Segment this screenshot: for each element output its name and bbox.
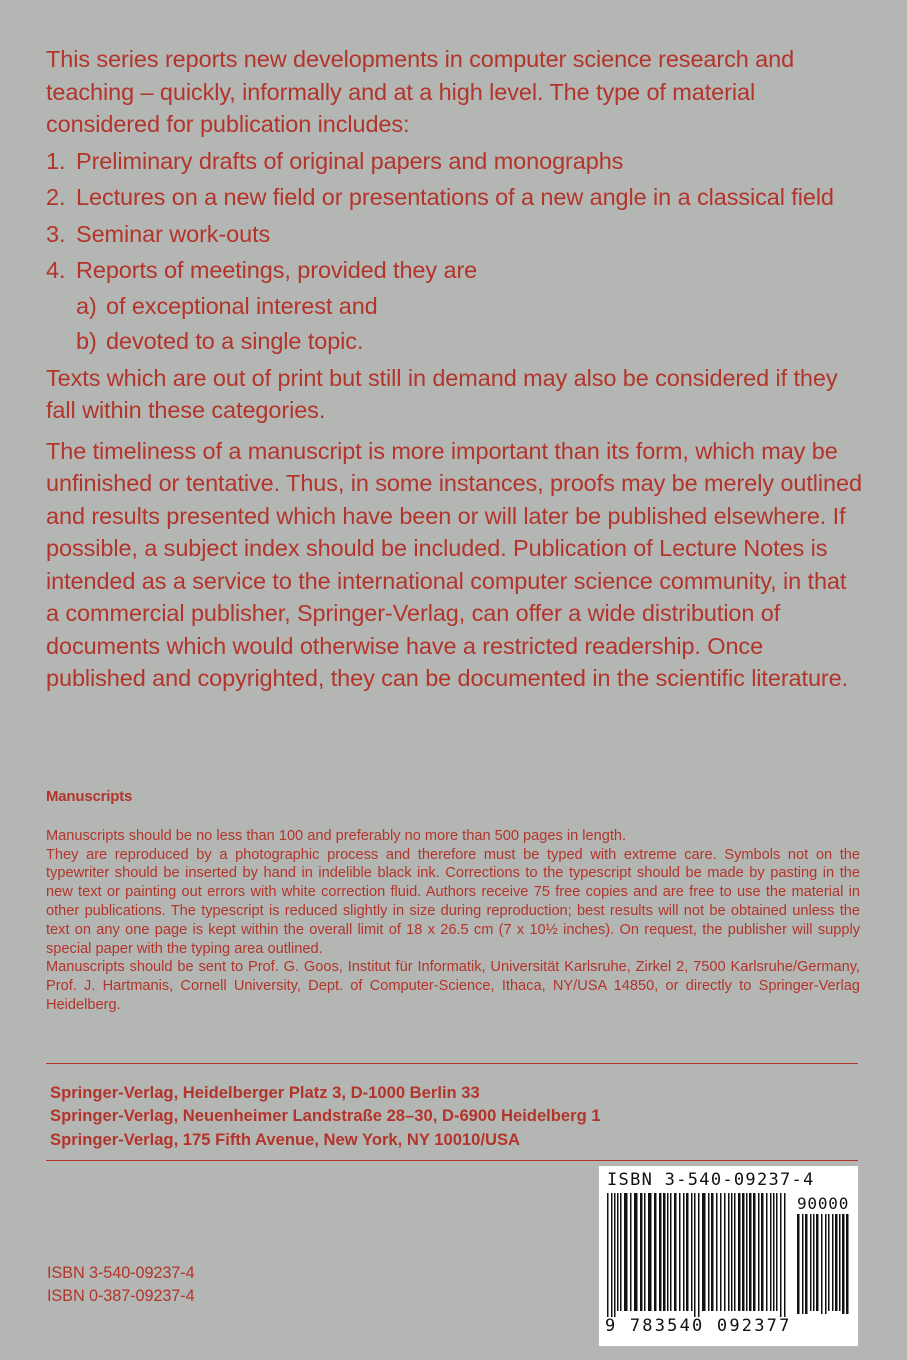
barcode-bar bbox=[784, 1193, 786, 1317]
barcode-bar bbox=[716, 1193, 718, 1311]
address-new-york: Springer-Verlag, 175 Fifth Avenue, New York, NY 10010/USA bbox=[50, 1129, 521, 1149]
barcode-bar bbox=[770, 1193, 772, 1311]
barcode-bar bbox=[758, 1193, 760, 1311]
barcode-addon-digits: 90000 bbox=[797, 1194, 850, 1213]
barcode-bar bbox=[634, 1193, 638, 1311]
barcode-bar bbox=[659, 1193, 662, 1311]
barcode-isbn-text: ISBN 3-540-09237-4 bbox=[607, 1170, 815, 1190]
address-heidelberg: Springer-Verlag, Neuenheimer Landstraße 28–30, D-6900 Heidelberg 1 bbox=[50, 1106, 601, 1126]
barcode-bar bbox=[644, 1193, 646, 1311]
series-description bbox=[46, 43, 864, 695]
barcode-bar bbox=[607, 1193, 609, 1317]
barcode-bar bbox=[746, 1193, 748, 1311]
barcode-bar bbox=[797, 1214, 800, 1314]
barcode-bar bbox=[761, 1193, 764, 1311]
barcode-bar bbox=[694, 1193, 696, 1317]
barcode-bar bbox=[620, 1193, 622, 1311]
barcode-bar bbox=[749, 1193, 752, 1311]
barcode-bar bbox=[734, 1193, 736, 1311]
barcode-bar bbox=[821, 1214, 823, 1314]
barcode-bar bbox=[728, 1193, 730, 1311]
isbn-list bbox=[47, 1262, 195, 1308]
manuscripts-submission-paragraph: Manuscripts should be sent to Prof. G. Goos, Institut für Informatik, Universität Karlsruhe, Zirkel 2, 7500 Karlsruhe/Germany, Prof. J. Hartmanis, Cornell University, Dept. of Computer-Science, Ithaca, NY/USA 14850, or directly to Springer-Verlag Heidelberg. bbox=[46, 959, 860, 1013]
barcode-bar bbox=[648, 1193, 652, 1311]
barcode-bar bbox=[724, 1193, 726, 1311]
divider-top bbox=[46, 1063, 858, 1064]
barcode-bar bbox=[691, 1193, 693, 1311]
list-item-text: Lectures on a new field or presentations of a new angle in a classical field bbox=[76, 184, 834, 210]
barcode-bar bbox=[674, 1193, 677, 1311]
barcode-bar bbox=[624, 1193, 628, 1311]
barcode-bar bbox=[698, 1193, 700, 1317]
list-item bbox=[46, 254, 864, 358]
barcode-bar bbox=[835, 1214, 838, 1311]
barcode-bar bbox=[839, 1214, 841, 1311]
barcode-bar bbox=[780, 1193, 782, 1317]
list-item-text-main: Reports of meetings, provided they are bbox=[76, 257, 478, 283]
list-item bbox=[46, 181, 864, 214]
barcode-bar bbox=[773, 1193, 775, 1311]
barcode-bar bbox=[611, 1193, 613, 1317]
barcode-bar bbox=[679, 1193, 681, 1311]
barcode-bar bbox=[776, 1193, 778, 1311]
barcode-bar bbox=[846, 1214, 849, 1314]
barcode-bar bbox=[816, 1214, 819, 1311]
sub-list-item bbox=[76, 290, 864, 323]
divider-bottom bbox=[46, 1160, 858, 1161]
barcode-bar bbox=[742, 1193, 745, 1311]
publisher-addresses bbox=[50, 1081, 850, 1151]
manuscripts-section bbox=[46, 788, 860, 1015]
timeliness-paragraph: The timeliness of a manuscript is more important than its form, which may be unfinished or tentative. Thus, in some instances, proofs may be merely outlined and results presented which have been or will later be published elsewhere. If possible, a subject index should be included. Publication of Lecture Notes is intended as a service to the international computer science community, in that a commercial publisher, Springer-Verlag, can offer a wide distribution of documents which would otherwise have a restricted readership. Once published and copyrighted, they can be documented in the scientific literature. bbox=[46, 437, 862, 691]
barcode-ean-digits: 9 783540 092377 bbox=[605, 1316, 792, 1336]
barcode-bar bbox=[702, 1193, 706, 1311]
barcode-bar bbox=[825, 1214, 827, 1314]
barcode-label bbox=[599, 1166, 858, 1346]
list-item bbox=[46, 145, 864, 178]
isbn-springer-berlin: ISBN 3-540-09237-4 bbox=[47, 1264, 195, 1282]
barcode-bar bbox=[813, 1214, 815, 1311]
barcode-bar bbox=[805, 1214, 808, 1314]
sub-list-item-text: of exceptional interest and bbox=[106, 292, 378, 319]
barcode-bar bbox=[832, 1214, 834, 1311]
barcode-bar bbox=[654, 1193, 657, 1311]
barcode-bar bbox=[753, 1193, 756, 1311]
barcode-bar bbox=[711, 1193, 714, 1311]
list-item bbox=[46, 218, 864, 251]
intro-paragraph: This series reports new developments in computer science research and teaching – quickly, informally and at a high level. The type of material considered for publication includes: bbox=[46, 46, 795, 137]
barcode-bar bbox=[614, 1193, 616, 1317]
list-item-number: 2. bbox=[46, 184, 66, 210]
list-item-text: Preliminary drafts of original papers and monographs bbox=[76, 147, 624, 174]
barcode-bar bbox=[640, 1193, 643, 1311]
barcode-bar bbox=[731, 1193, 733, 1311]
list-item-number: 3. bbox=[46, 220, 66, 247]
barcode-bar bbox=[802, 1214, 804, 1314]
barcode-bar bbox=[617, 1193, 619, 1311]
barcode-bar bbox=[828, 1214, 830, 1311]
barcode-bar bbox=[766, 1193, 768, 1311]
out-of-print-paragraph: Texts which are out of print but still in demand may also be considered if they fall within these categories. bbox=[46, 364, 838, 423]
barcode-bar bbox=[720, 1193, 722, 1311]
sub-list-item-text: devoted to a single topic. bbox=[106, 328, 364, 354]
barcode-bar bbox=[670, 1193, 672, 1311]
list-item-text: Seminar work-outs bbox=[76, 220, 271, 247]
barcode-bar bbox=[708, 1193, 710, 1311]
sub-list-item bbox=[76, 325, 864, 358]
sub-list-item-letter: b) bbox=[76, 328, 97, 354]
barcode-bar bbox=[842, 1214, 845, 1314]
manuscripts-length-paragraph: Manuscripts should be no less than 100 and preferably no more than 500 pages in length. bbox=[46, 827, 627, 844]
barcode-bar bbox=[686, 1193, 689, 1311]
address-berlin: Springer-Verlag, Heidelberger Platz 3, D-1000 Berlin 33 bbox=[50, 1083, 480, 1102]
manuscripts-typing-paragraph: They are reproduced by a photographic process and therefore must be typed with extreme care. Symbols not on the typewriter should be inserted by hand in indelible black ink. Corrections to the typescript should be made by pasting in the new text or painting out errors with white correction fluid. Authors receive 75 free copies and are free to use the material in other publications. The typescript is reduced slightly in size during reproduction; best results will not be obtained unless the text on any one page is kept within the overall limit of 18 x 26.5 cm (7 x 10½ inches). On request, the publisher will supply special paper with the typing area outlined. bbox=[46, 846, 860, 957]
barcode-bar bbox=[810, 1214, 812, 1311]
meeting-conditions-list bbox=[76, 290, 864, 358]
list-item-number: 1. bbox=[46, 147, 66, 174]
barcode-bar bbox=[630, 1193, 632, 1311]
barcode-bar bbox=[683, 1193, 685, 1311]
material-list bbox=[46, 145, 864, 358]
manuscripts-heading: Manuscripts bbox=[46, 788, 133, 805]
barcode-bar bbox=[738, 1193, 741, 1311]
list-item-text bbox=[76, 254, 864, 358]
list-item-number: 4. bbox=[46, 257, 66, 283]
isbn-springer-new-york: ISBN 0-387-09237-4 bbox=[47, 1287, 195, 1305]
sub-list-item-letter: a) bbox=[76, 292, 97, 319]
barcode-bar bbox=[663, 1193, 666, 1311]
barcode-bar bbox=[667, 1193, 669, 1311]
